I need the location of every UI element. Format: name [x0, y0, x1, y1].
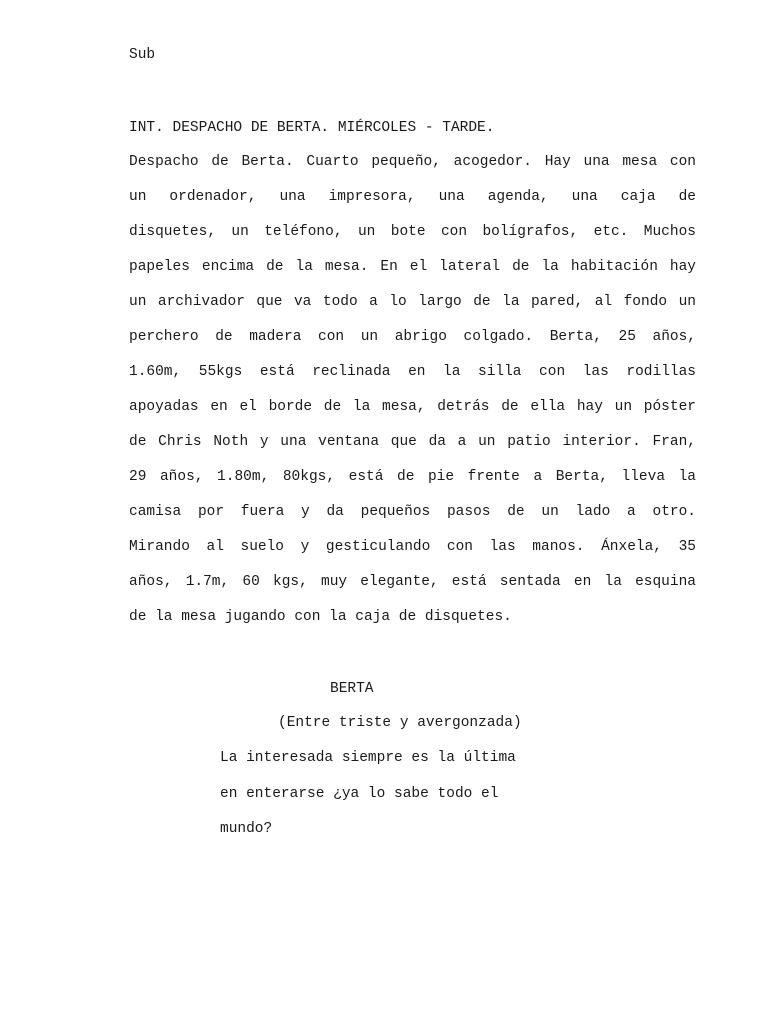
dialogue-line: en enterarse ¿ya lo sabe todo el	[220, 786, 499, 802]
action-line: papeles encima de la mesa. En el lateral de la habitación hay	[129, 259, 696, 275]
action-line: 29 años, 1.80m, 80kgs, está de pie frente a Berta, lleva la	[129, 469, 696, 485]
action-line: un archivador que va todo a lo largo de la pared, al fondo un	[129, 294, 696, 310]
page-header-sub: Sub	[129, 47, 156, 63]
action-line: un ordenador, una impresora, una agenda, una caja de	[129, 189, 696, 205]
action-line: años, 1.7m, 60 kgs, muy elegante, está sentada en la esquina	[129, 574, 696, 590]
action-line: perchero de madera con un abrigo colgado. Berta, 25 años,	[129, 329, 696, 345]
action-line: de Chris Noth y una ventana que da a un patio interior. Fran,	[129, 434, 696, 450]
dialogue-parenthetical: (Entre triste y avergonzada)	[278, 715, 522, 731]
action-line: disquetes, un teléfono, un bote con bolígrafos, etc. Muchos	[129, 224, 696, 240]
dialogue-line: mundo?	[220, 821, 273, 837]
action-line: Despacho de Berta. Cuarto pequeño, acogedor. Hay una mesa con	[129, 154, 696, 170]
dialogue-character: BERTA	[330, 681, 374, 697]
action-line: Mirando al suelo y gesticulando con las manos. Ánxela, 35	[129, 539, 696, 555]
dialogue-line: La interesada siempre es la última	[220, 750, 516, 766]
action-line: 1.60m, 55kgs está reclinada en la silla con las rodillas	[129, 364, 696, 380]
action-line: apoyadas en el borde de la mesa, detrás de ella hay un póster	[129, 399, 696, 415]
action-line: camisa por fuera y da pequeños pasos de un lado a otro.	[129, 504, 696, 520]
scene-heading: INT. DESPACHO DE BERTA. MIÉRCOLES - TARDE.	[129, 120, 495, 136]
action-line: de la mesa jugando con la caja de disquetes.	[129, 609, 512, 625]
